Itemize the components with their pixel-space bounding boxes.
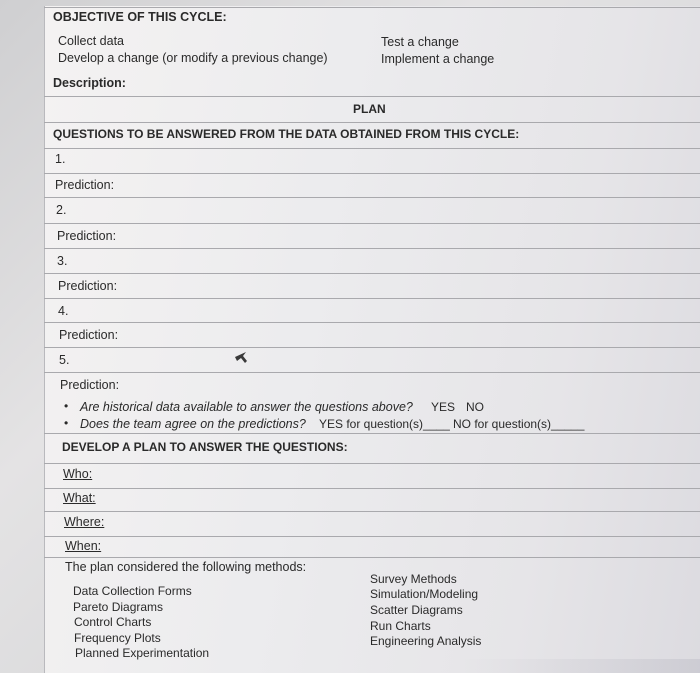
rule-p2	[44, 223, 700, 224]
bullet-dot-2: •	[64, 416, 69, 430]
method-simulation-modeling: Simulation/Modeling	[370, 587, 479, 601]
rule-methods	[44, 557, 700, 558]
agree-no-questions: NO for question(s)_____	[453, 417, 585, 431]
bullet-historical-data: Are historical data available to answer the questions above?	[80, 400, 413, 414]
method-pareto-diagrams: Pareto Diagrams	[73, 600, 164, 614]
rule-when	[44, 536, 700, 537]
option-develop-change: Develop a change (or modify a previous change)	[58, 51, 328, 65]
method-control-charts: Control Charts	[74, 615, 152, 629]
prediction-1: Prediction:	[55, 178, 115, 192]
description-label: Description:	[53, 76, 126, 90]
method-scatter-diagrams: Scatter Diagrams	[370, 603, 463, 617]
method-run-charts: Run Charts	[370, 619, 431, 633]
rule-p1	[44, 173, 700, 174]
prediction-3: Prediction:	[58, 279, 118, 293]
bullet-dot-1: •	[64, 399, 69, 413]
option-test-change: Test a change	[381, 35, 459, 49]
method-data-collection-forms: Data Collection Forms	[73, 584, 192, 598]
where-label: Where:	[64, 515, 105, 529]
question-number-3: 3.	[57, 254, 68, 268]
when-label: When:	[65, 539, 102, 553]
develop-heading: DEVELOP A PLAN TO ANSWER THE QUESTIONS:	[62, 440, 348, 454]
historical-yes: YES	[431, 400, 456, 414]
question-number-4: 4.	[58, 304, 69, 318]
method-planned-experimentation: Planned Experimentation	[75, 646, 210, 660]
method-frequency-plots: Frequency Plots	[74, 631, 161, 645]
rule-what	[44, 488, 700, 489]
rule-who	[44, 463, 700, 464]
rule-q3	[44, 248, 700, 249]
prediction-5: Prediction:	[60, 378, 120, 392]
historical-no: NO	[466, 400, 484, 414]
rule-q5	[44, 347, 700, 348]
rule-top	[44, 7, 700, 8]
prediction-2: Prediction:	[57, 229, 117, 243]
rule-plan	[44, 96, 700, 97]
mouse-pointer-icon	[234, 350, 248, 364]
rule-p3	[44, 273, 700, 274]
option-collect-data: Collect data	[58, 34, 125, 48]
rule-q2	[44, 197, 700, 198]
agree-yes-questions: YES for question(s)____	[319, 417, 450, 431]
what-label: What:	[63, 491, 96, 505]
bullet-team-agree: Does the team agree on the predictions?	[80, 417, 306, 431]
plan-title: PLAN	[353, 102, 386, 116]
page-edge-shadow	[460, 659, 700, 673]
prediction-4: Prediction:	[59, 328, 119, 342]
rule-p5	[44, 372, 700, 373]
option-implement-change: Implement a change	[381, 52, 495, 66]
question-number-5: 5.	[59, 353, 70, 367]
objective-heading: OBJECTIVE OF THIS CYCLE:	[53, 10, 227, 24]
method-survey-methods: Survey Methods	[370, 572, 457, 586]
rule-where	[44, 511, 700, 512]
rule-questions	[44, 122, 700, 123]
question-number-2: 2.	[56, 203, 67, 217]
question-number-1: 1.	[55, 152, 66, 166]
method-engineering-analysis: Engineering Analysis	[370, 634, 482, 648]
rule-q1	[44, 148, 700, 149]
questions-heading: QUESTIONS TO BE ANSWERED FROM THE DATA OBTAINED FROM THIS CYCLE:	[53, 127, 520, 141]
rule-develop	[44, 433, 700, 434]
rule-p4	[44, 322, 700, 323]
who-label: Who:	[63, 467, 93, 481]
methods-intro: The plan considered the following methods:	[65, 560, 307, 574]
rule-q4	[44, 298, 700, 299]
